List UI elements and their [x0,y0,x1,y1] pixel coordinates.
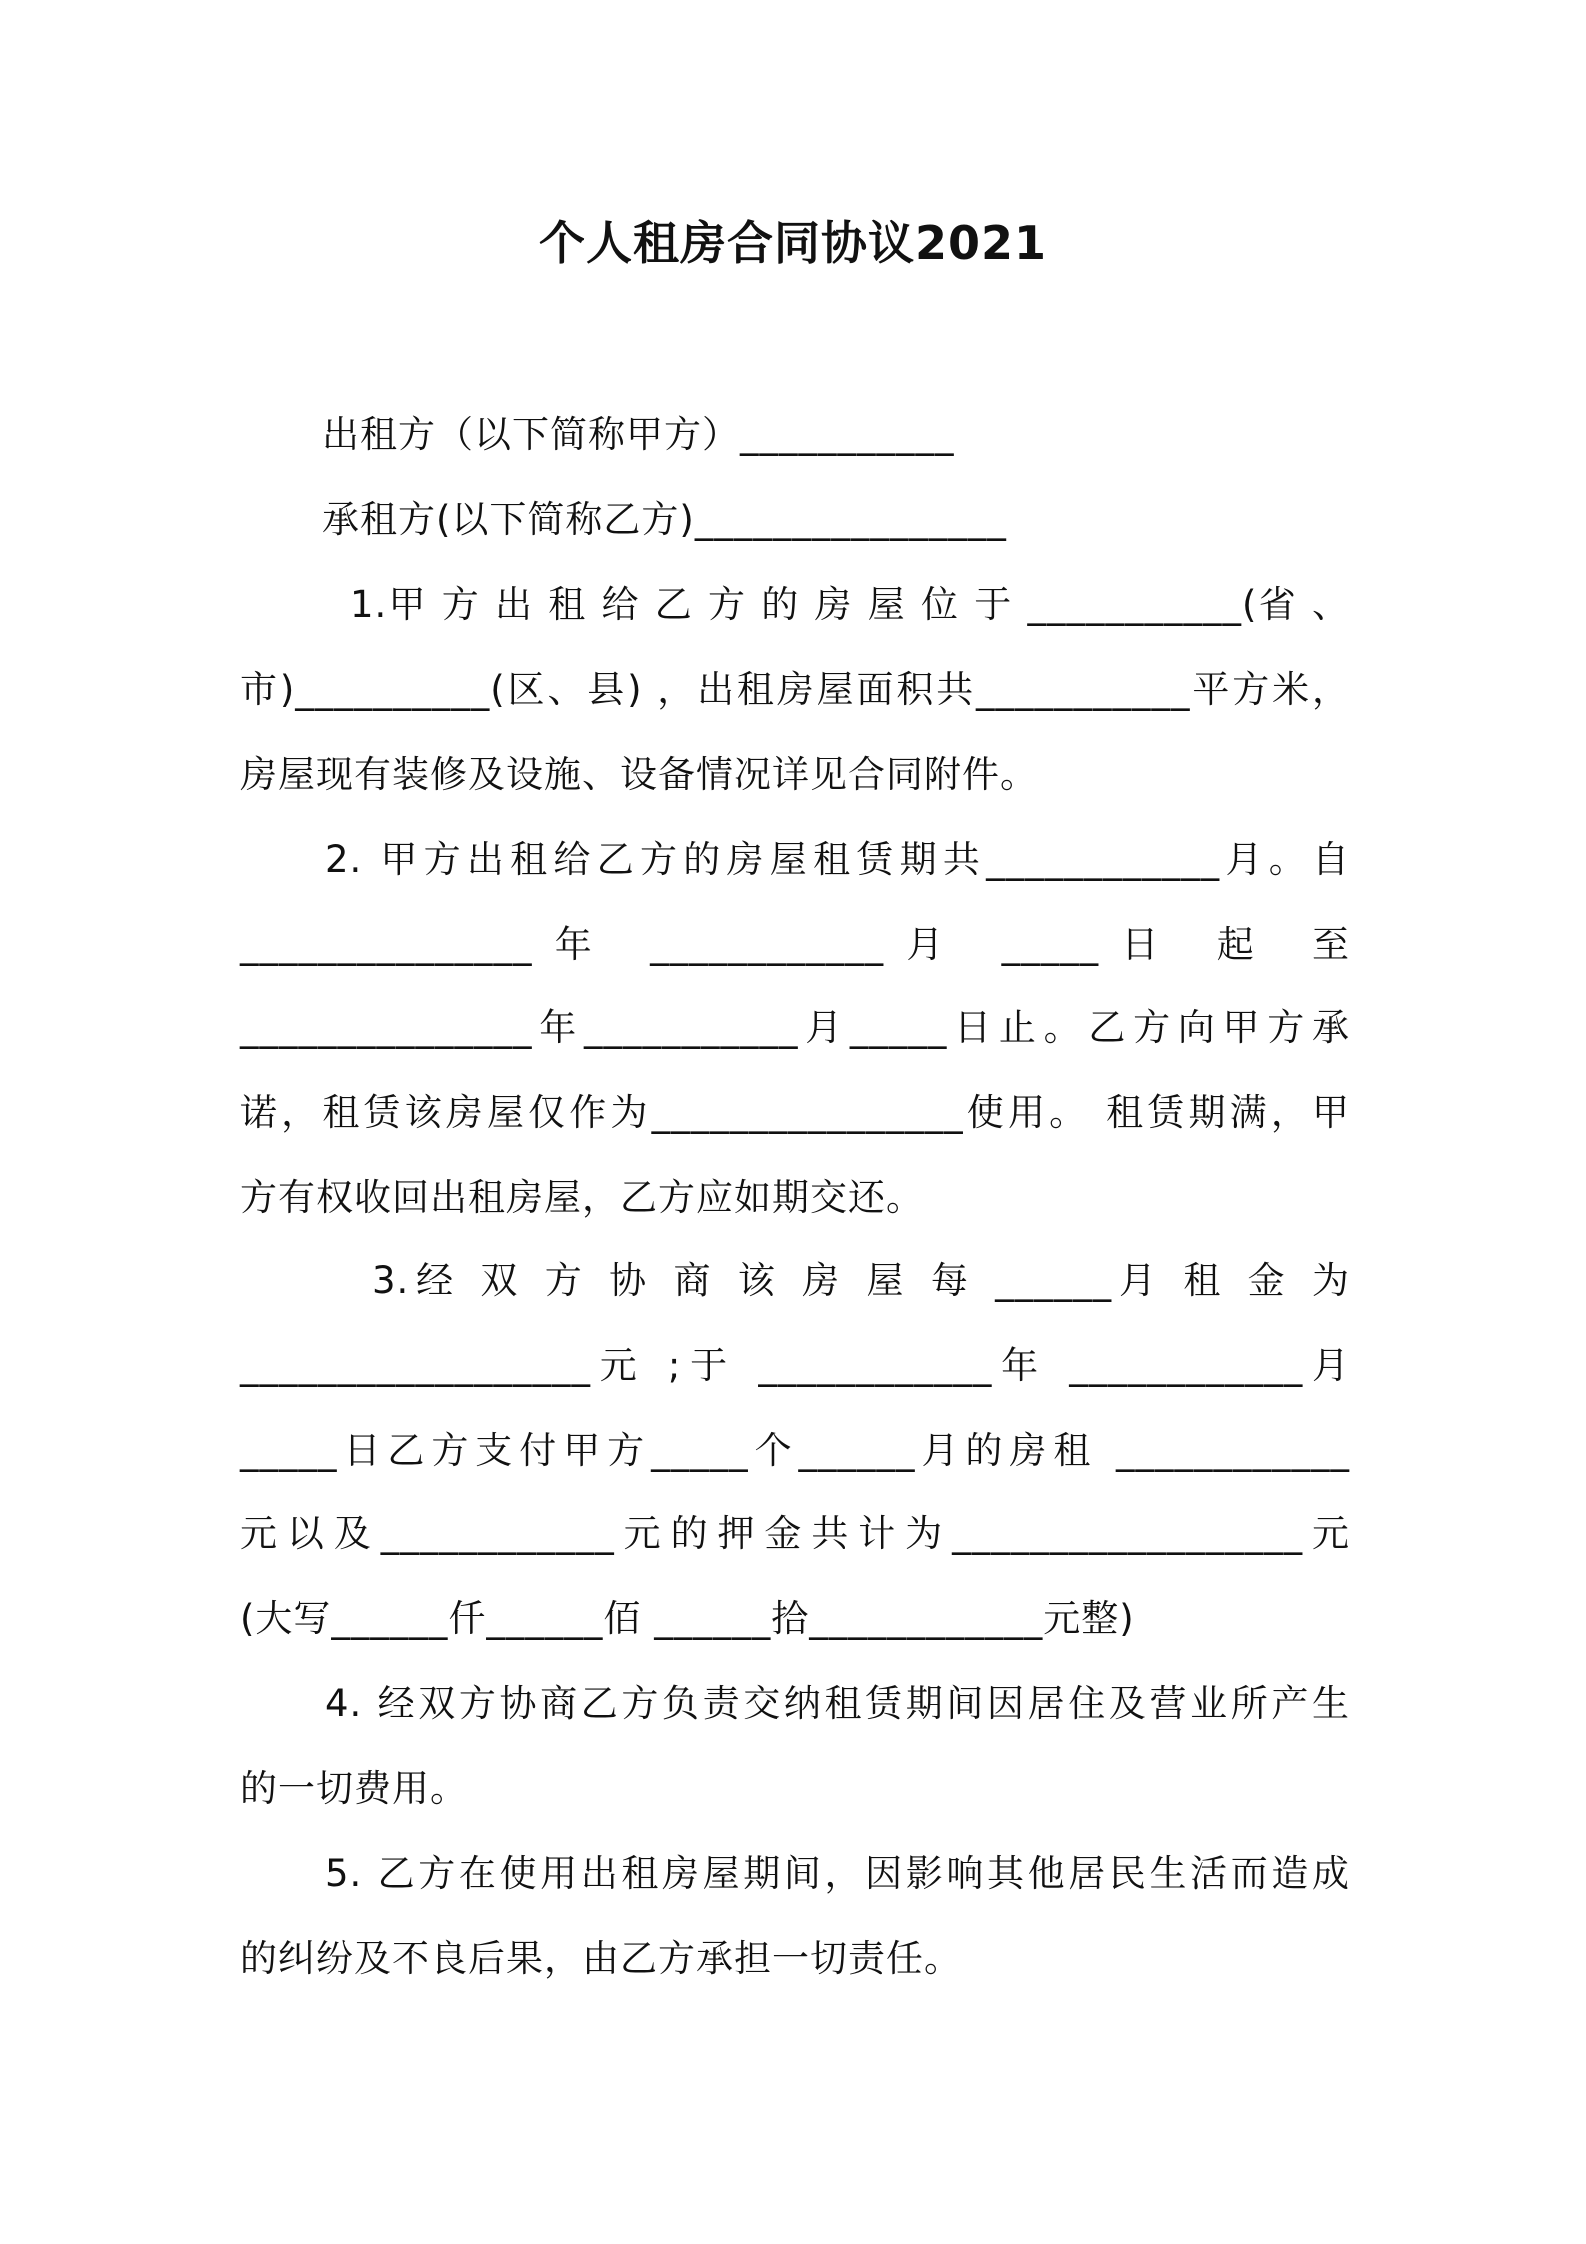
lessor-line: 出租方（以下简称甲方）___________ [322,413,955,456]
clause-4-line-1: 4. 经双方协商乙方负责交纳租赁期间因居住及营业所产生 [325,1682,1350,1725]
clause-1-line-1: 1.甲 方 出 租 给 乙 方 的 房 屋 位 于 ___________(省 、 [350,583,1350,626]
clause-2-line-1: 2. 甲方出租给乙方的房屋租赁期共____________月。自 [325,838,1350,881]
clause-3-line-1: 3.经 双 方 协 商 该 房 屋 每 ______月 租 金 为 [372,1259,1350,1302]
clause-2-line-5: 方有权收回出租房屋，乙方应如期交还。 [240,1176,924,1219]
clause-2-line-4: 诺，租赁该房屋仅作为________________使用。 租赁期满，甲 [240,1091,1350,1134]
document-title: 个人租房合同协议2021 [538,216,1048,270]
clause-5-line-1: 5. 乙方在使用出租房屋期间，因影响其他居民生活而造成 [325,1852,1350,1895]
clause-3-line-2: __________________元 ;于 ____________年 ____________月 [240,1344,1350,1387]
clause-4-line-2: 的一切费用。 [240,1767,468,1810]
clause-1-line-2: 市)__________(区、县) ，出租房屋面积共___________平方米， [240,668,1350,711]
clause-1-line-3: 房屋现有装修及设施、设备情况详见合同附件。 [240,753,1038,796]
lessee-line: 承租方(以下简称乙方)________________ [322,498,1007,541]
clause-3-line-4: 元以及____________元的押金共计为__________________元 [240,1512,1350,1555]
clause-3-line-3: _____日乙方支付甲方_____个______月的房租 ____________ [240,1429,1350,1472]
clause-2-line-3: _______________年___________月_____日止。乙方向甲方承 [240,1006,1350,1049]
clause-3-line-5: (大写______仟______佰 ______拾____________元整) [240,1597,1135,1640]
clause-2-line-2: _______________年 ____________月 _____日 起 至 [240,923,1350,966]
clause-5-line-2: 的纠纷及不良后果，由乙方承担一切责任。 [240,1937,962,1980]
